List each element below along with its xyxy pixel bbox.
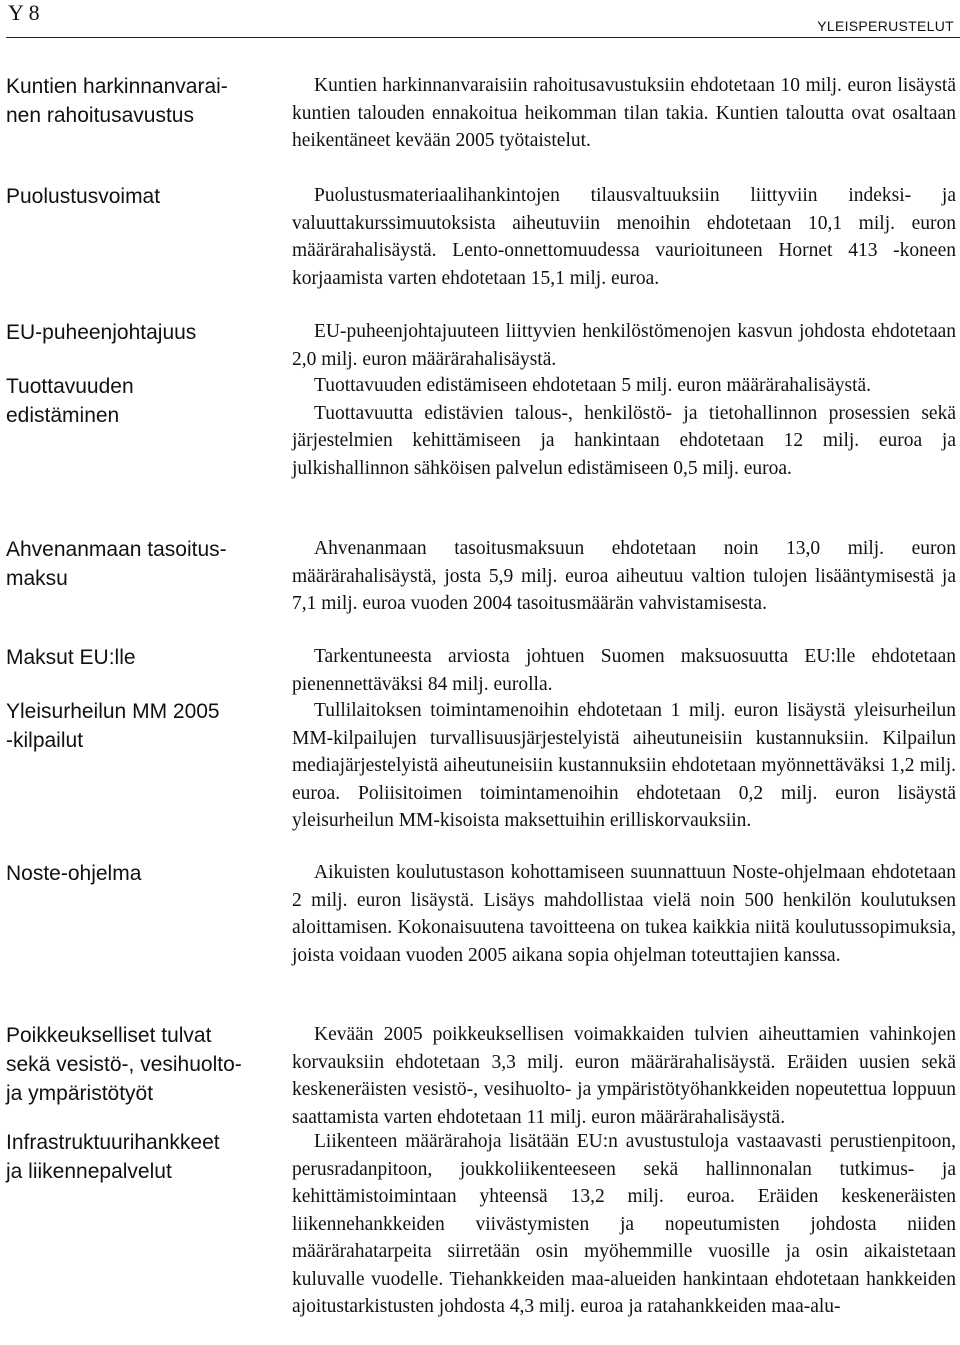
paragraph-block: [292, 1128, 956, 1321]
paragraph: Tullilaitoksen toimintamenoihin ehdotetaan 1 milj. euron lisäystä yleisurheilun MM-kilpailujen turvallisuusjärjestelyistä aiheutuneisiin kustannuksiin. Kilpailun mediajärjestelyistä aiheutuneisiin kustannuksiin ehdotetaan myönnettäväksi 1,2 milj. euroa. Poliisitoimen toimintamenoihin ehdotetaan 0,2 milj. euron lisäystä yleisurheilun MM-kisoista maksettuihin erilliskorvauksiin.: [292, 700, 956, 831]
paragraph-block: [292, 182, 956, 292]
side-heading-line: maksu: [6, 567, 68, 590]
paragraph: Liikenteen määrärahoja lisätään EU:n avustustuloja vastaavasti perustienpitoon, perusradanpitoon, joukkoliikenteeseen sekä hallinnonalan tutkimus- ja kehittämistoimintaan yhteensä 13,2 milj. euroa. Eräiden keskeneräisten liikennehankkeiden viivästymisten ja nopeutumisten johdosta niiden määrärahatarpeita siirretään osin myöhemmille vuosille ja osin aikaistetaan kuluvalle vuodelle. Tiehankkeiden maa-alueiden hankintaan ehdotetaan hankkeiden ajoitustarkistusten johdosta 4,3 milj. euroa ja ratahankkeiden maa-alu-: [292, 1131, 956, 1317]
paragraph: Tuottavuutta edistävien talous-, henkilöstö- ja tietohallinnon prosessien sekä järjestelmien kehittämiseen ja hankintaan ehdotetaan 12 milj. euroa ja julkishallinnon sähköisen palvelun edistämiseen 0,5 milj. euroa.: [292, 402, 956, 479]
side-heading: [6, 535, 276, 593]
side-heading-line: Yleisurheilun MM 2005: [6, 700, 220, 723]
side-heading-line: edistäminen: [6, 404, 120, 427]
paragraph: Kuntien harkinnanvaraisiin rahoitusavustuksiin ehdotetaan 10 milj. euron lisäystä kuntien talouden ennakoitua heikomman tilan takia. Kuntien taloutta ovat osaltaan heikentäneet kevään 2005 työtaistelut.: [292, 75, 956, 151]
page-number: Y 8: [8, 0, 40, 25]
side-heading-line: Ahvenanmaan tasoitus-: [6, 538, 227, 561]
side-heading: [6, 643, 276, 672]
paragraph: Aikuisten koulutustason kohottamiseen suunnattuun Noste-ohjelmaan ehdotetaan 2 milj. euron lisäystä. Lisäys mahdollistaa vielä noin 500 henkilön koulutuksen aloittamisen. Kokonaisuutena tavoitteena on tukea kaikkia niitä koulutussopimuksia, joista voidaan vuoden 2005 aikana sopia ohjelman toteuttajien kanssa.: [292, 862, 956, 966]
paragraph-block: [292, 643, 956, 698]
paragraph: Tarkentuneesta arviosta johtuen Suomen maksuosuutta EU:lle ehdotetaan pienennettäväksi 84 milj. eurolla.: [292, 646, 956, 695]
side-heading: [6, 72, 276, 130]
side-heading: [6, 697, 276, 755]
side-heading-line: EU-puheenjohtajuus: [6, 321, 197, 344]
paragraph-block: [292, 1021, 956, 1131]
paragraph-block: [292, 697, 956, 835]
paragraph: Ahvenanmaan tasoitusmaksuun ehdotetaan noin 13,0 milj. euron määrärahalisäystä, josta 5,9 milj. euroa aiheutuu valtion tulojen lisääntymisestä ja 7,1 milj. euroa vuoden 2004 tasoitusmäärän vahvistamisesta.: [292, 538, 956, 614]
side-heading-line: Maksut EU:lle: [6, 646, 136, 669]
side-heading: [6, 1128, 276, 1186]
side-heading-line: Infrastruktuurihankkeet: [6, 1131, 220, 1154]
paragraph: Tuottavuuden edistämiseen ehdotetaan 5 milj. euron määrärahalisäystä.: [314, 375, 872, 396]
page-header: [0, 0, 960, 42]
side-heading-line: Poikkeukselliset tulvat: [6, 1024, 212, 1047]
side-heading: [6, 1021, 276, 1108]
side-heading: [6, 182, 276, 211]
paragraph: EU-puheenjohtajuuteen liittyvien henkilöstömenojen kasvun johdosta ehdotetaan 2,0 milj. euron määrärahalisäystä.: [292, 321, 956, 370]
paragraph-block: [292, 535, 956, 618]
side-heading-line: ja liikennepalvelut: [6, 1160, 172, 1183]
section-title: YLEISPERUSTELUT: [817, 18, 954, 34]
paragraph-block: [292, 72, 956, 155]
side-heading: [6, 372, 276, 430]
paragraph-block: [292, 318, 956, 373]
paragraph: Kevään 2005 poikkeuksellisen voimakkaiden tulvien aiheuttamien vahinkojen korvauksiin ehdotetaan 3,3 milj. euron määrärahalisäystä. Eräiden uusien sekä keskeneräisten vesistö-, vesihuolto- ja ympäristötyöhankkeiden nopeutettua loppuun saattamista varten ehdotetaan 11 milj. euron määrärahalisäystä.: [292, 1024, 956, 1128]
side-heading-line: Noste-ohjelma: [6, 862, 142, 885]
side-heading-line: Kuntien harkinnanvarai-: [6, 75, 228, 98]
side-heading: [6, 318, 276, 347]
header-divider: [6, 37, 960, 38]
paragraph-block: [292, 859, 956, 969]
side-heading-line: Tuottavuuden: [6, 375, 134, 398]
side-heading-line: nen rahoitusavustus: [6, 104, 194, 127]
side-heading-line: sekä vesistö-, vesihuolto-: [6, 1053, 242, 1076]
side-heading-line: ja ympäristötyöt: [6, 1082, 154, 1105]
side-heading-line: Puolustusvoimat: [6, 185, 161, 208]
side-heading: [6, 859, 276, 888]
side-heading-line: -kilpailut: [6, 729, 84, 752]
paragraph-block: [292, 372, 956, 482]
paragraph: Puolustusmateriaalihankintojen tilausvaltuuksiin liittyviin indeksi- ja valuuttakurssimuutoksista aiheutuviin menoihin ehdotetaan 10,1 milj. euron määrärahalisäystä. Lento-onnettomuudessa vaurioituneen Hornet 413 -koneen korjaamista varten ehdotetaan 15,1 milj. euroa.: [292, 185, 956, 289]
